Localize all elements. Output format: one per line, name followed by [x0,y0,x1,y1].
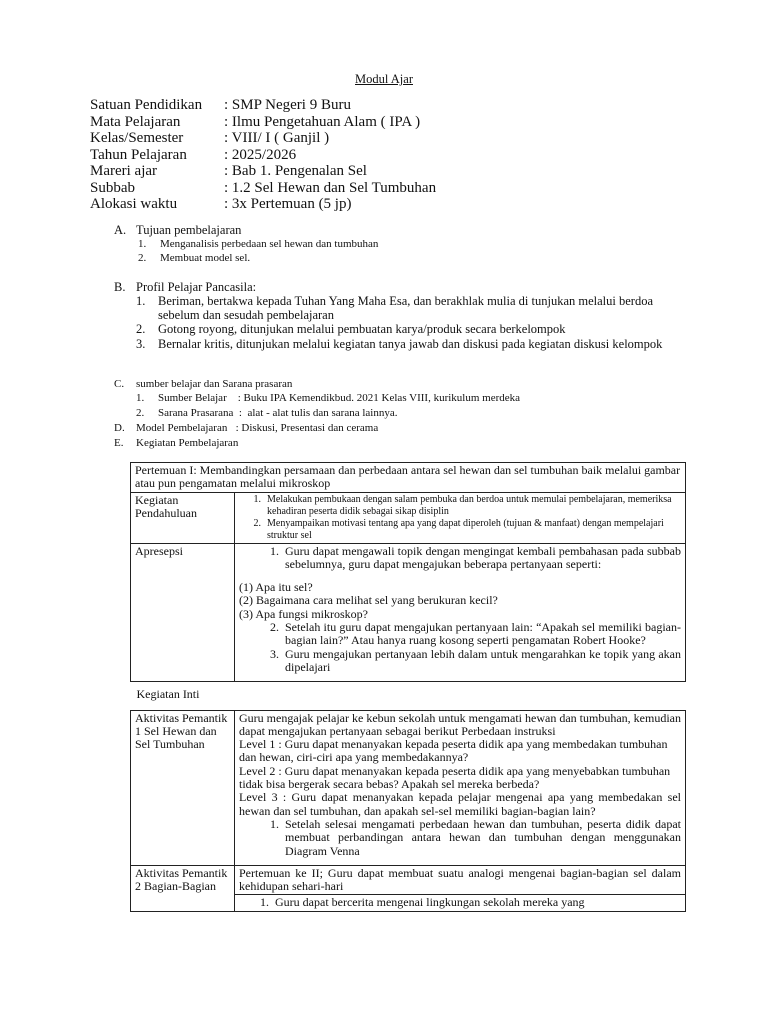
meta-label: Mareri ajar [90,163,158,179]
question: (3) Apa fungsi mikroskop? [239,606,368,621]
table-row [131,865,686,895]
pemantik2-intro: Pertemuan ke II; Guru dapat membuat suatu analogi mengenai bagian-bagian sel dalam kehidupan sehari-hari [235,865,686,895]
meta-label: Subbab [90,179,135,196]
list-item: 1. Sumber Belajar : Buku IPA Kemendikbud. 2021 Kelas VIII, kurikulum merdeka [136,392,521,404]
list-item: 1. Melakukan pembukaan dengan salam pembuka dan berdoa untuk memulai pembelajaran, memeriksa kehadiran peserta didik sebagai sikap disiplin [253,493,672,517]
meta-row [90,147,436,164]
list-item: 2. Gotong royong, ditunjukan melalui pembuatan karya/produk secara berkelompok [136,322,566,337]
pertemuan-header: Pertemuan I: Membandingkan persamaan dan perbedaan antara sel hewan dan sel tumbuhan baik melalui gambar atau pun pengamatan melalui mikroskop [131,463,686,493]
meta-row [90,196,436,213]
list-item: 2. Menyampaikan motivasi tentang apa yang dapat diperoleh (tujuan & manfaat) dengan mempelajari struktur sel [253,517,664,541]
list-item: 2. Setelah itu guru dapat mengajukan pertanyaan lain: “Apakah sel memiliki bagian-bagian lain?” Atau hanya ruang kosong seperti pengamatan Robert Hooke? [270,620,681,648]
table-row [131,682,686,710]
section-tujuan [114,223,674,265]
level-1: Level 1 : Guru dapat menanyakan kepada peserta didik apa yang membedakan tumbuhan dan hewan, ciri-ciri apa yang membedakannya? [239,737,668,765]
row-label: Aktivitas Pemantik 1 Sel Hewan dan Sel Tumbuhan [131,710,235,865]
list-item: 2. Sarana Prasarana : alat - alat tulis dan sarana lainnya. [136,407,398,419]
section-title: Kegiatan Pembelajaran [136,437,239,449]
row-label: Kegiatan Pendahuluan [131,492,235,543]
meta-label: Kelas/Semester [90,130,184,146]
section-letter: A. [114,223,127,237]
meta-value: : 3x Pertemuan (5 jp) [224,196,352,212]
section-letter: C. [114,378,125,390]
level-3: Level 3 : Guru dapat menanyakan kepada pelajar mengenai apa yang membedakan sel hewan dan sel tumbuhan, dan apakah sel-sel memiliki bagian-bagian lain? [239,790,681,818]
section-title: sumber belajar dan Sarana prasaran [136,378,293,390]
section-heading [114,421,674,436]
meta-row [90,97,436,114]
table-row [131,492,686,543]
meta-row [90,180,436,197]
list-item: 1. Guru dapat bercerita mengenai lingkungan sekolah mereka yang [260,895,585,910]
tujuan-list [138,237,674,265]
module-identity [90,97,436,213]
section-letter: B. [114,280,126,294]
list-item: 2. Membuat model sel. [138,252,251,264]
table-row [131,543,686,682]
meta-row [90,163,436,180]
meta-row [90,114,436,131]
meta-value: : VIII/ I ( Ganjil ) [224,130,330,146]
list-item: 1. Guru dapat mengawali topik dengan mengingat kembali pembahasan pada subbab sebelumnya, guru dapat mengajukan beberapa pertanyaan seperti: [270,543,681,571]
meta-value: : 1.2 Sel Hewan dan Sel Tumbuhan [224,179,437,196]
meta-label: Alokasi waktu [90,196,178,212]
meta-value: : Bab 1. Pengenalan Sel [224,163,367,179]
list-item: 1. Menganalisis perbedaan sel hewan dan tumbuhan [138,238,379,250]
section-profil [114,280,674,351]
section-title: Tujuan pembelajaran [136,223,242,237]
sumber-list [136,391,674,421]
section-letter: E. [114,437,124,449]
meta-value: : Ilmu Pengetahuan Alam ( IPA ) [224,113,421,130]
lesson-plan-table [130,462,686,912]
pendahuluan-content [235,492,686,543]
meta-row [90,130,436,147]
section-heading [114,223,674,237]
apresepsi-content [235,543,686,682]
section-heading [114,377,674,391]
section-sumber [114,377,674,451]
meta-label: Satuan Pendidikan [90,97,203,113]
table-row [131,710,686,865]
kegiatan-inti-label: Kegiatan Inti [136,687,200,702]
list-item: 3. Guru mengajukan pertanyaan lebih dalam untuk mengarahkan ke topik yang akan dipelajari [270,646,681,674]
list-item: 3. Bernalar kritis, ditunjukan melalui kegiatan tanya jawab dan diskusi pada kegiatan diskusi kelompok [136,336,663,351]
section-heading [114,280,674,294]
list-item: 1. Beriman, bertakwa kepada Tuhan Yang Maha Esa, dan berakhlak mulia di tunjukan melalui berdoa sebelum dan sesudah pembelajaran [136,294,654,323]
row-label: Apresepsi [131,543,235,682]
meta-value: : 2025/2026 [224,146,297,163]
pemantik2-content [235,895,686,911]
level-2: Level 2 : Guru dapat menanyakan kepada peserta didik apa yang menyebabkan tumbuhan tidak bisa bergerak secara bebas? Apakah sel mereka berbeda? [239,763,671,792]
section-letter: D. [114,422,125,434]
meta-label: Tahun Pelajaran [90,146,187,163]
section-title: Profil Pelajar Pancasila: [136,280,257,294]
meta-value: : SMP Negeri 9 Buru [224,97,351,113]
profil-list [136,294,674,351]
question: (2) Bagaimana cara melihat sel yang berukuran kecil? [239,593,498,608]
document-title: Modul Ajar [355,72,413,86]
section-heading [114,436,674,451]
section-title: Model Pembelajaran : Diskusi, Presentasi dan cerama [136,422,379,434]
meta-label: Mata Pelajaran [90,113,181,130]
list-item: 1. Setelah selesai mengamati perbedaan hewan dan tumbuhan, peserta didik dapat membuat perbandingan antara hewan dan tumbuhan dengan menggunakan Diagram Venna [270,816,681,858]
table-row [131,463,686,493]
pemantik1-content: Guru mengajak pelajar ke kebun sekolah untuk mengamati hewan dan tumbuhan, kemudian dapat mengajukan pertanyaan sebagai berikut Perbedaan instruksi Level 1 : Guru dapat menanyakan kepada peserta didik apa yang membedakan tumbuhan dan hewan, ciri-ciri apa yang membedakannya? Level 2 : Guru dapat menanyakan kepada peserta didik apa yang menyebabkan tumbuhan tidak bisa bergerak secara bebas? Apakah sel mereka berbeda? Level 3 : Guru dapat menanyakan kepada pelajar mengenai apa yang membedakan sel hewan dan sel tumbuhan, dan apakah sel-sel memiliki bagian-bagian lain? 1. Setelah selesai mengamati perbedaan hewan dan tumbuhan, peserta didik dapat membuat perbandingan antara hewan dan tumbuhan dengan menggunakan Diagram Venna [235,710,686,865]
question: (1) Apa itu sel? [239,580,313,595]
row-label: Aktivitas Pemantik 2 Bagian-Bagian [131,865,235,911]
